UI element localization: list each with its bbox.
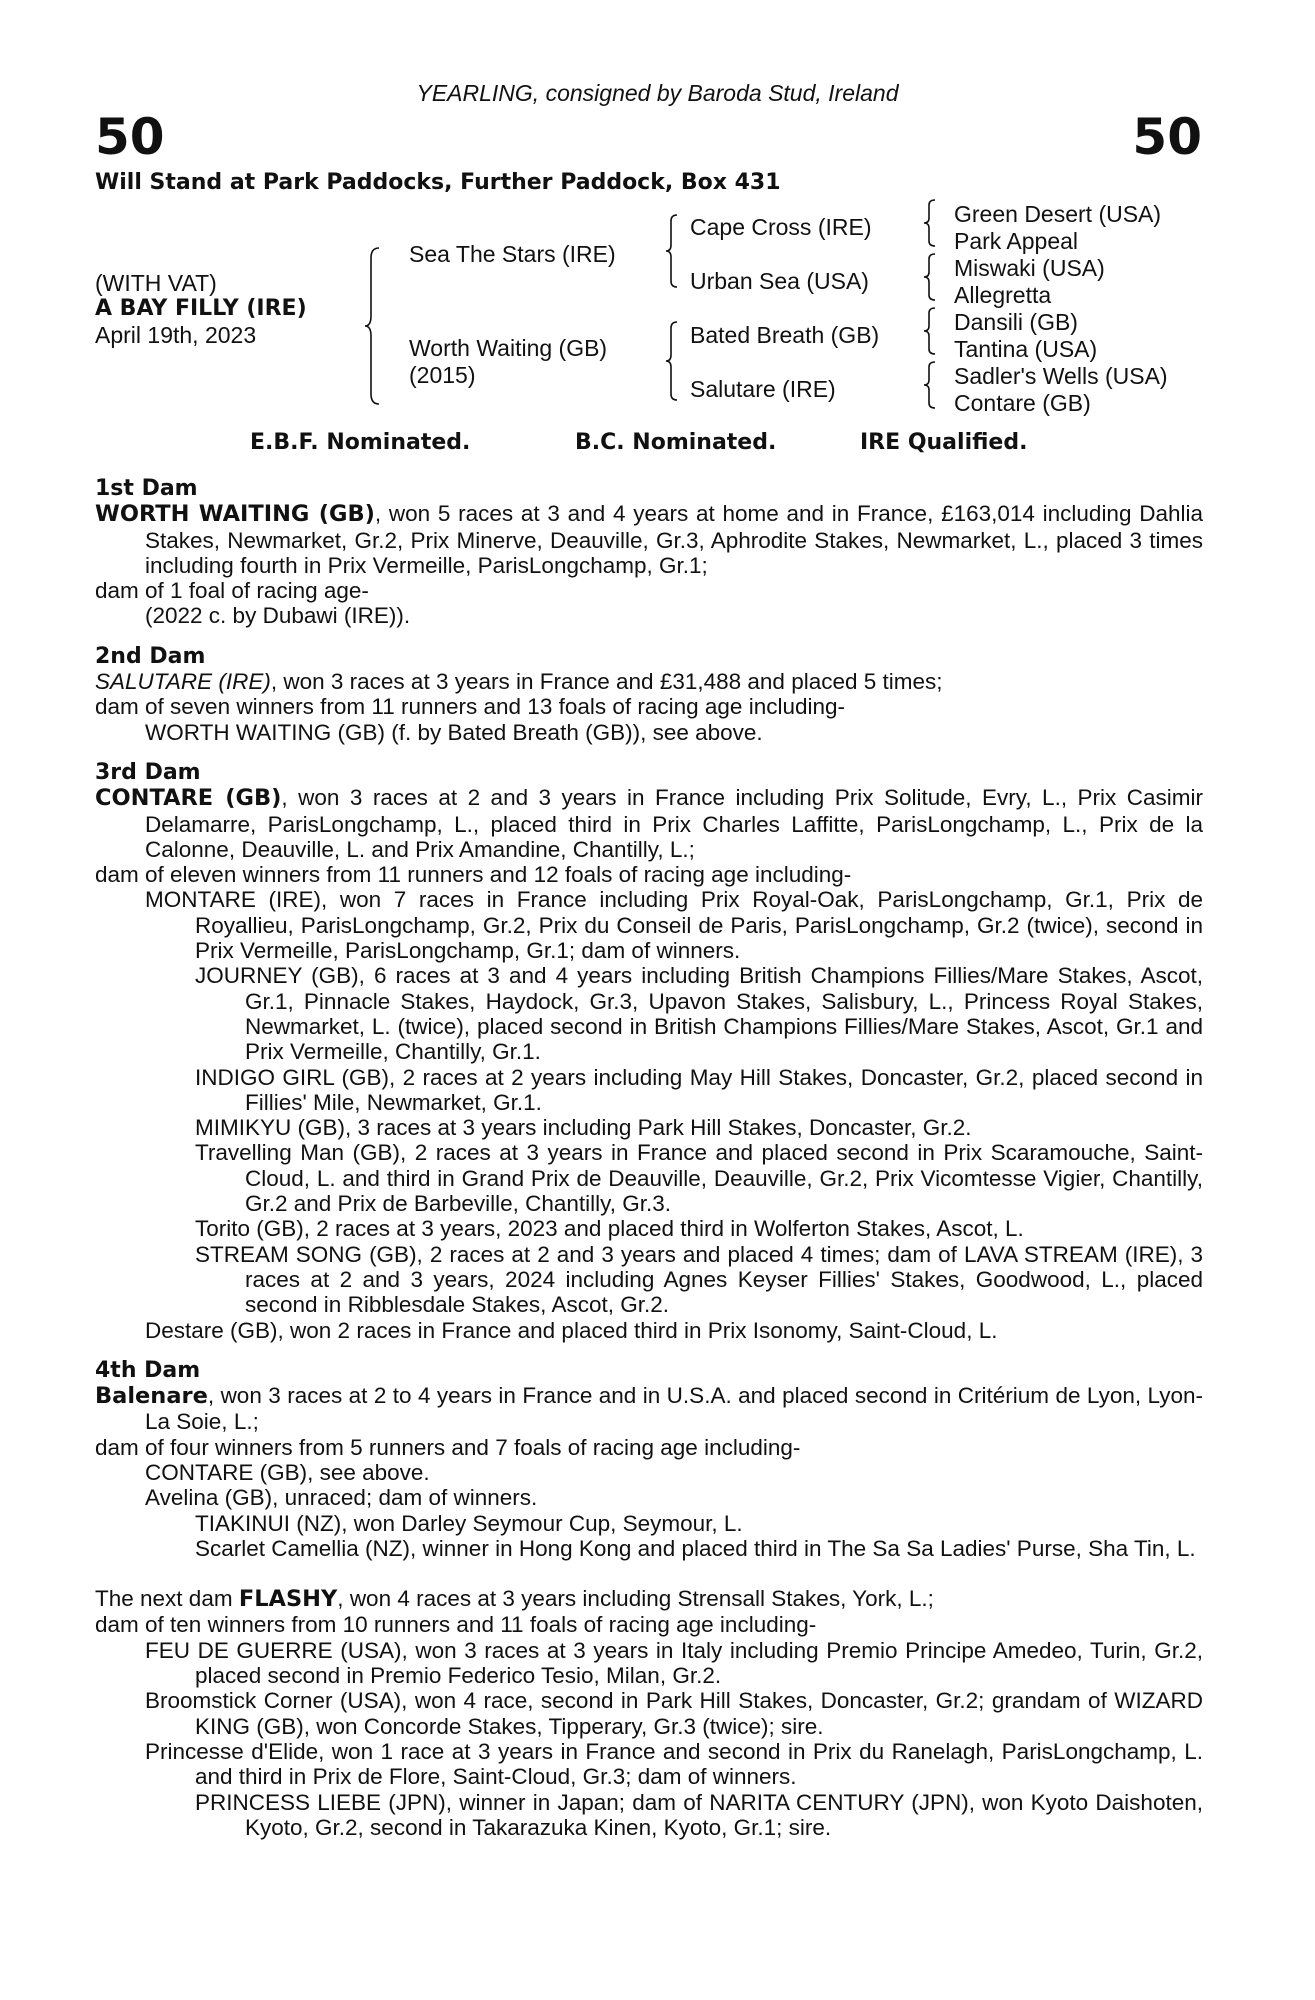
ire-qualified: IRE Qualified. xyxy=(860,430,1028,455)
first-dam-record: , won 5 races at 3 and 4 years at home and in France, £163,014 including Dahlia Stakes, Newmarket, Gr.2, Prix Minerve, Deauville, Gr.3, Aphrodite Stakes, Newmarket, L., placed 3 times including fourth in Prix Vermeille, ParisLongchamp, Gr.1; xyxy=(145,501,1203,578)
second-dam-entry: SALUTARE (IRE), won 3 races at 3 years in France and £31,488 and placed 5 times; xyxy=(95,669,943,695)
second-dam-produce: dam of seven winners from 11 runners and 13 foals of racing age including- xyxy=(95,694,846,720)
fourth-dam-produce: dam of four winners from 5 runners and 7 foals of racing age including- xyxy=(95,1434,801,1460)
bracket-3c xyxy=(922,306,938,356)
sire-dam: Urban Sea (USA) xyxy=(690,268,869,294)
first-dam-foal: (2022 c. by Dubawi (IRE)). xyxy=(145,603,411,629)
third-dam-record: won 3 races at 2 and 3 years in France including Prix Solitude, Evry, L., Prix Casimir Delamarre, ParisLongchamp, L., placed third in Prix Charles Laffitte, ParisLongchamp, L., Prix de la Calonne, Deauville, L. and Prix Amandine, Chantilly, L.; xyxy=(145,785,1203,862)
next-dam-prefix: The next dam xyxy=(95,1586,233,1612)
dam-year: (2015) xyxy=(409,362,476,388)
progeny-feu-de-guerre: FEU DE GUERRE (USA), won 3 races at 3 years in Italy including Premio Principe Amedeo, Turin, Gr.2, placed second in Premio Federico Tesio, Milan, Gr.2. xyxy=(145,1637,1203,1689)
bc-nomination: B.C. Nominated. xyxy=(575,430,777,455)
second-dam-heading: 2nd Dam xyxy=(95,643,206,669)
bracket-3b xyxy=(922,252,938,302)
next-dam-entry: The next dam FLASHY, won 4 races at 3 years including Strensall Stakes, York, L.; xyxy=(95,1586,934,1613)
next-dam-name: FLASHY xyxy=(238,1586,338,1613)
progeny-scarlet-camellia: Scarlet Camellia (NZ), winner in Hong Kong and placed third in The Sa Sa Ladies' Purse, Sha Tin, L. xyxy=(195,1535,1196,1561)
ancestor-2: Park Appeal xyxy=(954,228,1079,254)
second-dam-winner: WORTH WAITING (GB) (f. by Bated Breath (GB)), see above. xyxy=(145,719,763,745)
progeny-avelina: Avelina (GB), unraced; dam of winners. xyxy=(145,1485,538,1511)
catalogue-body xyxy=(95,476,1203,1840)
progeny-contare: CONTARE (GB), see above. xyxy=(145,1459,430,1485)
ancestor-8: Contare (GB) xyxy=(954,390,1091,416)
lot-horse-name: A BAY FILLY (IRE) xyxy=(95,296,307,321)
progeny-travelling-man: Travelling Man (GB), 2 races at 3 years in France and placed second in Prix Scaramouche, Saint-Cloud, L. and third in Grand Prix de Deauville, Deauville, Gr.2, Prix Vicomtesse Vigier, Chantilly, Gr.2 and Prix de Barbeville, Chantilly, Gr.3. xyxy=(195,1140,1203,1217)
third-dam-produce: dam of eleven winners from 11 runners and 12 foals of racing age including- xyxy=(95,862,852,888)
third-dam-name: CONTARE (GB) xyxy=(95,785,282,812)
fourth-dam-name: Balenare xyxy=(95,1383,208,1410)
consignment-header: YEARLING, consigned by Baroda Stud, Ireland xyxy=(416,80,899,106)
ebf-nomination: E.B.F. Nominated. xyxy=(250,430,471,455)
ancestor-3: Miswaki (USA) xyxy=(954,255,1105,281)
bracket-3a xyxy=(922,198,938,248)
third-dam-entry: CONTARE (GB), won 3 races at 2 and 3 years in France including Prix Solitude, Evry, L., Prix Casimir Delamarre, ParisLongchamp, L., placed third in Prix Charles Laffitte, ParisLongchamp, L., Prix de la Calonne, Deauville, L. and Prix Amandine, Chantilly, L.; xyxy=(95,785,1203,862)
next-dam-record: won 4 races at 3 years including Strensall Stakes, York, L.; xyxy=(349,1586,934,1612)
vat-note: (WITH VAT) xyxy=(95,270,217,296)
second-dam-record: won 3 races at 3 years in France and £31,488 and placed 5 times; xyxy=(283,669,943,695)
ancestor-7: Sadler's Wells (USA) xyxy=(954,363,1168,389)
first-dam-name: WORTH WAITING (GB) xyxy=(95,501,375,528)
fourth-dam-record: won 3 races at 2 to 4 years in France and in U.S.A. and placed second in Critérium de Lyon, Lyon-La Soie, L.; xyxy=(145,1383,1203,1435)
ancestor-6: Tantina (USA) xyxy=(954,336,1098,362)
first-dam-entry xyxy=(95,501,1203,578)
stand-location: Will Stand at Park Paddocks, Further Paddock, Box 431 xyxy=(95,170,781,195)
lot-number-right: 50 xyxy=(1132,108,1202,166)
third-dam-heading: 3rd Dam xyxy=(95,759,201,785)
progeny-princesse-delide: Princesse d'Elide, won 1 race at 3 years in France and second in Prix du Ranelagh, ParisLongchamp, L. and third in Prix de Flore, Saint-Cloud, Gr.3; dam of winners. xyxy=(145,1738,1203,1790)
ancestor-1: Green Desert (USA) xyxy=(954,201,1162,227)
sire-name: Sea The Stars (IRE) xyxy=(409,241,616,267)
progeny-journey: JOURNEY (GB), 6 races at 3 and 4 years including British Champions Fillies/Mare Stakes, Ascot, Gr.1, Pinnacle Stakes, Haydock, Gr.3, Upavon Stakes, Salisbury, L., Princess Royal Stakes, Newmarket, L. (twice), placed second in British Champions Fillies/Mare Stakes, Ascot, Gr.1 and Prix Vermeille, Chantilly, Gr.1. xyxy=(195,963,1203,1065)
bracket-3d xyxy=(922,360,938,410)
dam-sire: Bated Breath (GB) xyxy=(690,322,880,348)
dam-dam: Salutare (IRE) xyxy=(690,376,836,402)
first-dam-heading: 1st Dam xyxy=(95,476,198,501)
first-dam-produce: dam of 1 foal of racing age- xyxy=(95,578,369,604)
progeny-tiakinui: TIAKINUI (NZ), won Darley Seymour Cup, Seymour, L. xyxy=(195,1510,743,1536)
next-dam-produce: dam of ten winners from 10 runners and 11 foals of racing age including- xyxy=(95,1612,817,1638)
progeny-mimikyu: MIMIKYU (GB), 3 races at 3 years including Park Hill Stakes, Doncaster, Gr.2. xyxy=(195,1115,972,1141)
progeny-broomstick-corner: Broomstick Corner (USA), won 4 race, second in Park Hill Stakes, Doncaster, Gr.2; grandam of WIZARD KING (GB), won Concorde Stakes, Tipperary, Gr.3 (twice); sire. xyxy=(145,1688,1203,1739)
bracket-2b xyxy=(664,320,680,402)
ancestor-4: Allegretta xyxy=(954,282,1052,308)
dam-name: Worth Waiting (GB) xyxy=(409,335,608,361)
progeny-indigo-girl: INDIGO GIRL (GB), 2 races at 2 years including May Hill Stakes, Doncaster, Gr.2, placed second in Fillies' Mile, Newmarket, Gr.1. xyxy=(195,1064,1203,1115)
bracket-1 xyxy=(363,246,383,406)
progeny-stream-song: STREAM SONG (GB), 2 races at 2 and 3 years and placed 4 times; dam of LAVA STREAM (IRE), 3 races at 2 and 3 years, 2024 including Agnes Keyser Fillies' Stakes, Goodwood, L., placed second in Ribblesdale Stakes, Ascot, Gr.2. xyxy=(195,1241,1203,1318)
bracket-2a xyxy=(664,213,680,289)
progeny-torito: Torito (GB), 2 races at 3 years, 2023 and placed third in Wolferton Stakes, Ascot, L. xyxy=(195,1216,1024,1242)
lot-number-left: 50 xyxy=(95,108,165,166)
foaling-date: April 19th, 2023 xyxy=(95,322,257,348)
progeny-montare: MONTARE (IRE), won 7 races in France including Prix Royal-Oak, ParisLongchamp, Gr.1, Prix de Royallieu, ParisLongchamp, Gr.2, Prix du Conseil de Paris, ParisLongchamp, Gr.2 (twice), second in Prix Vermeille, ParisLongchamp, Gr.1; dam of winners. xyxy=(145,887,1203,964)
fourth-dam-entry: Balenare, won 3 races at 2 to 4 years in France and in U.S.A. and placed second in Critérium de Lyon, Lyon-La Soie, L.; xyxy=(95,1383,1203,1435)
second-dam-name: SALUTARE (IRE) xyxy=(95,669,271,695)
progeny-destare: Destare (GB), won 2 races in France and placed third in Prix Isonomy, Saint-Cloud, L. xyxy=(145,1317,998,1343)
sire-sire: Cape Cross (IRE) xyxy=(690,214,872,240)
ancestor-5: Dansili (GB) xyxy=(954,309,1078,335)
fourth-dam-heading: 4th Dam xyxy=(95,1357,201,1383)
progeny-princess-liebe: PRINCESS LIEBE (JPN), winner in Japan; dam of NARITA CENTURY (JPN), won Kyoto Daishoten, Kyoto, Gr.2, second in Takarazuka Kinen, Kyoto, Gr.1; sire. xyxy=(195,1789,1203,1840)
